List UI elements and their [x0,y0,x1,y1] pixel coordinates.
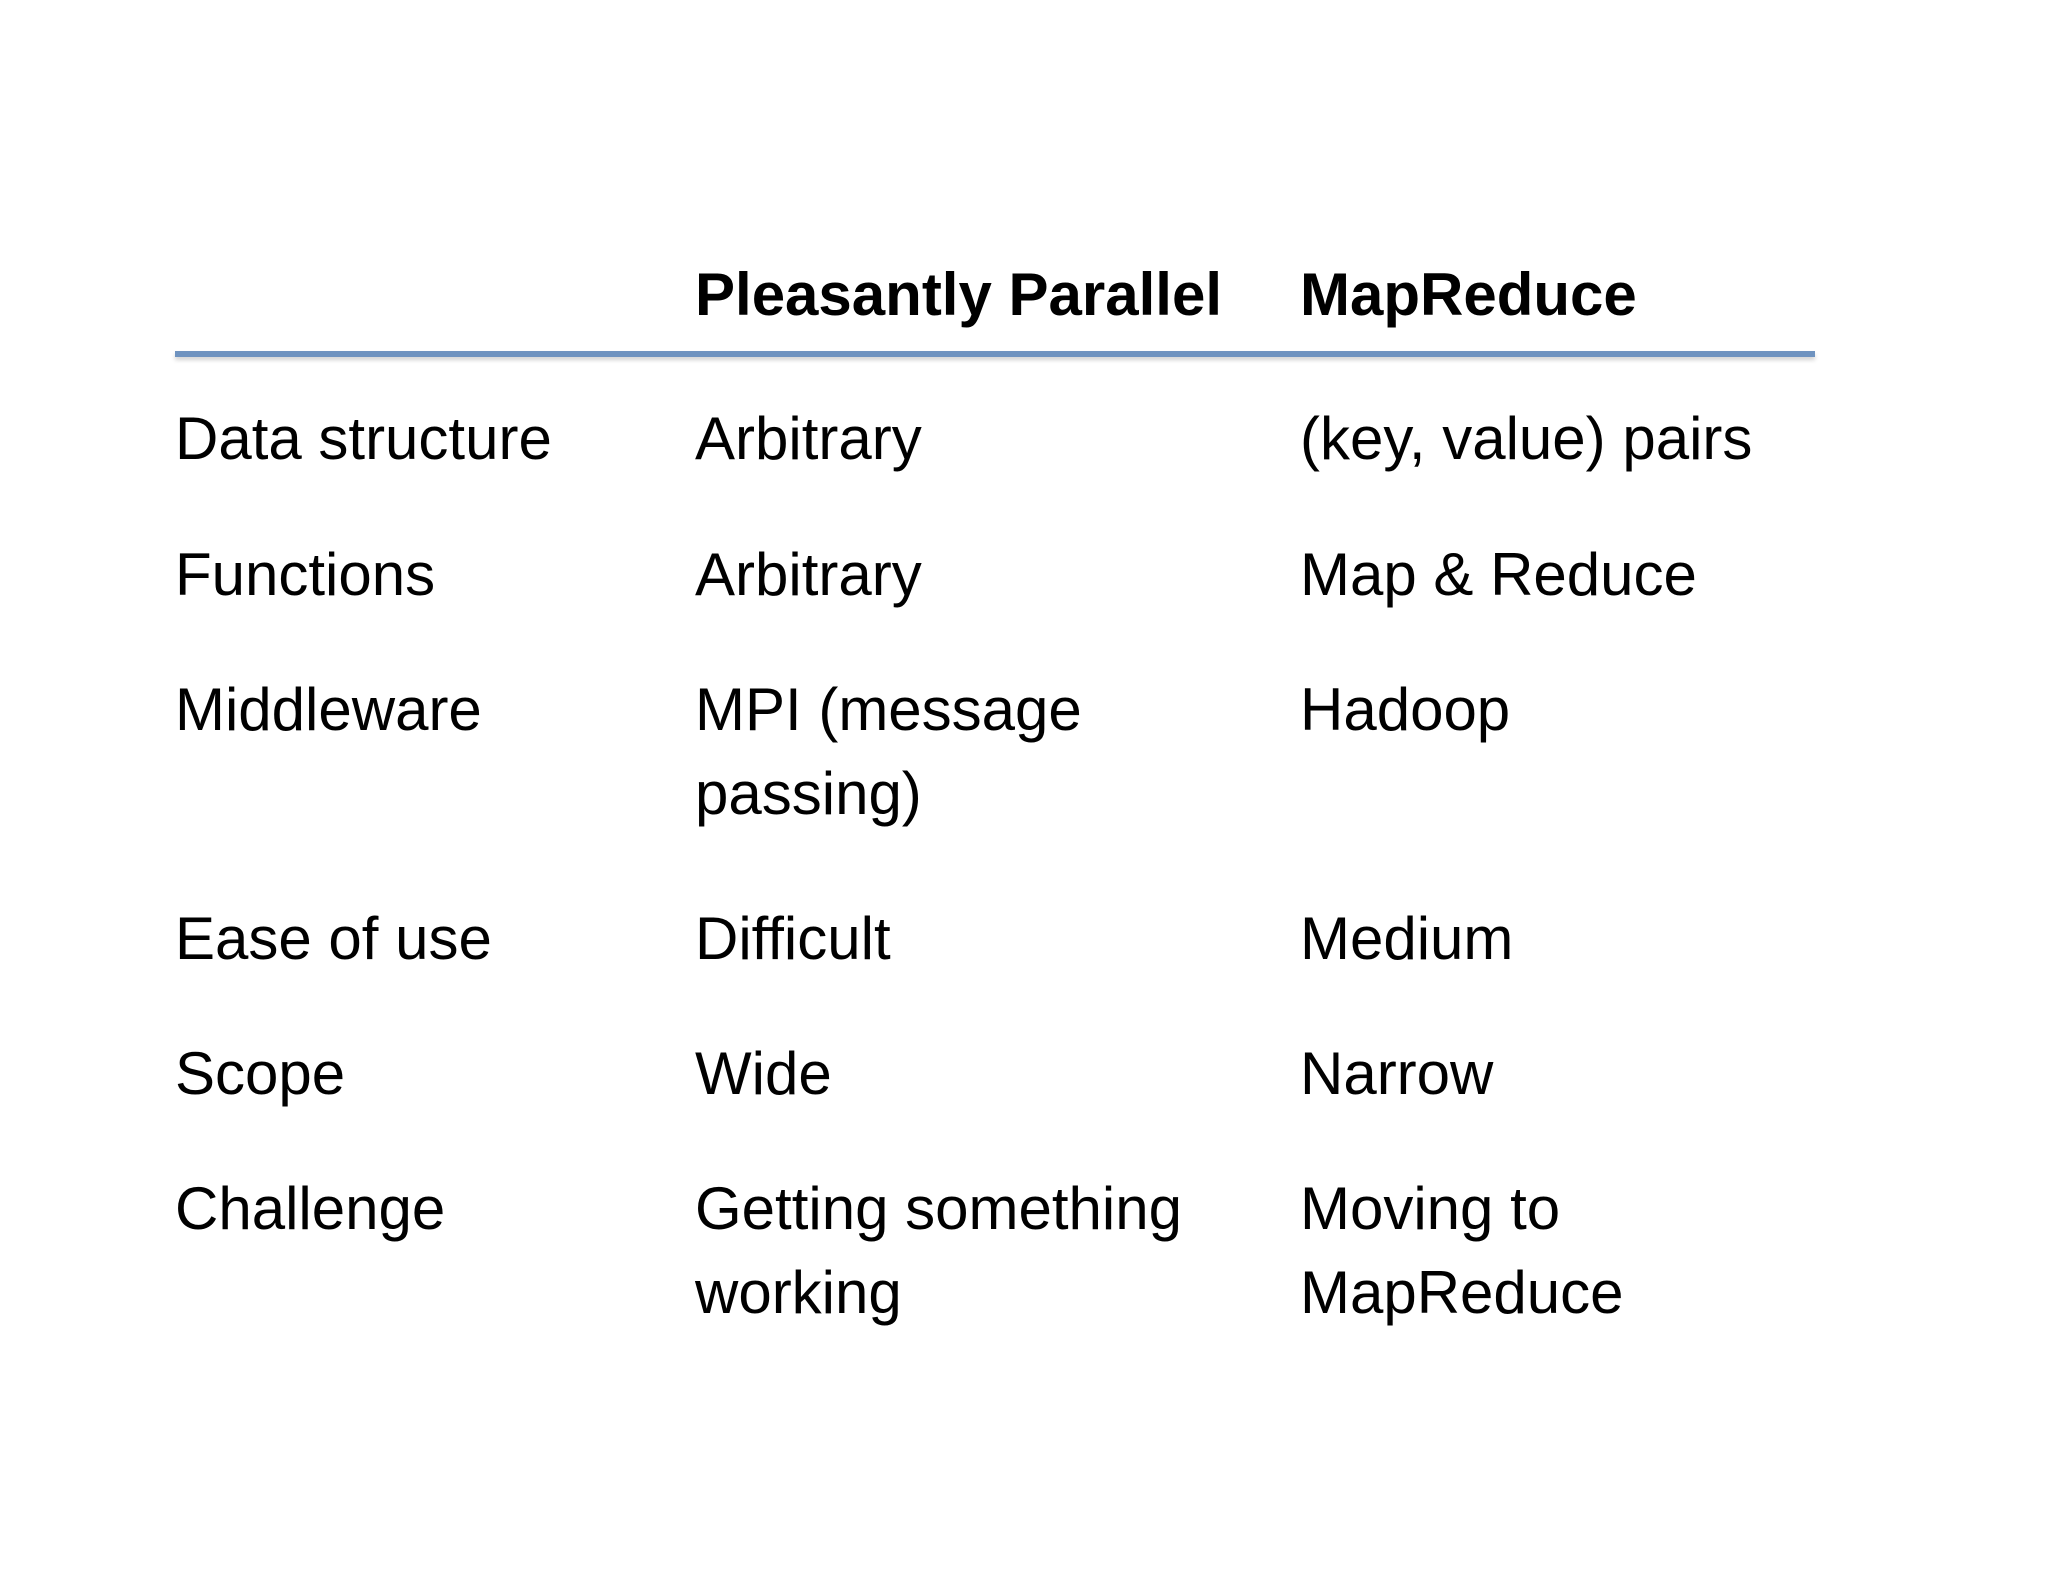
comparison-table [175,255,1815,1326]
mapreduce-value: (key, value) pairs [1300,405,1753,472]
row-label: Middleware [175,676,482,743]
pleasantly-parallel-value: Wide [695,1040,832,1107]
row-label: Scope [175,1040,346,1107]
pleasantly-parallel-value: Arbitrary [695,405,922,472]
header-rule [175,351,1815,357]
table-row [175,1032,1815,1122]
row-label: Functions [175,541,436,608]
pleasantly-parallel-value: MPI (message passing) [695,676,1082,827]
header-pleasantly-parallel: Pleasantly Parallel [695,261,1222,328]
table-row [175,1167,1815,1337]
mapreduce-value: Hadoop [1300,676,1511,743]
table-row [175,397,1815,487]
table-row [175,668,1815,838]
pleasantly-parallel-value: Difficult [695,905,891,972]
row-label: Challenge [175,1175,446,1242]
pleasantly-parallel-value: Arbitrary [695,541,922,608]
mapreduce-value: Moving to MapReduce [1300,1175,1624,1326]
row-label: Data structure [175,405,552,472]
pleasantly-parallel-value: Getting something working [695,1175,1182,1326]
mapreduce-value: Medium [1300,905,1514,972]
table-header [175,255,1815,355]
mapreduce-value: Map & Reduce [1300,541,1697,608]
table-row [175,897,1815,987]
mapreduce-value: Narrow [1300,1040,1494,1107]
row-label: Ease of use [175,905,492,972]
header-mapreduce: MapReduce [1300,261,1637,328]
table-row [175,533,1815,623]
